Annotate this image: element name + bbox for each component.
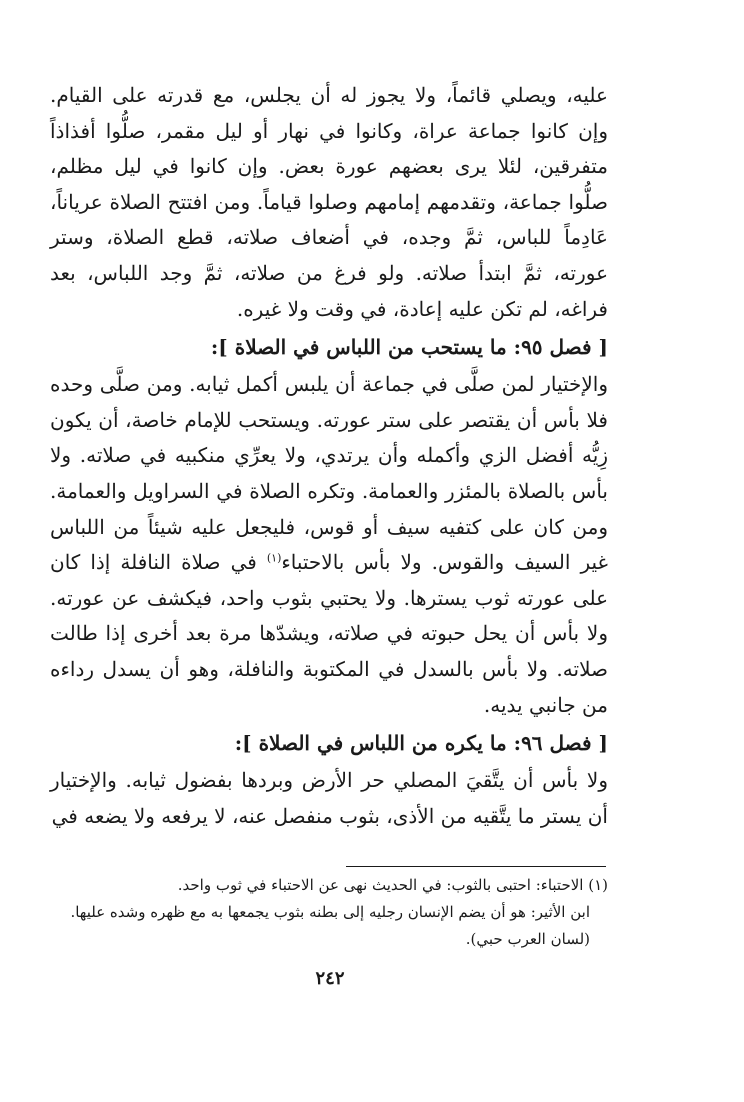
paragraph-section-95 [50,367,608,723]
footnote-1-line-1: (١) الاحتباء: احتبى بالثوب: في الحديث نهى عن الاحتباء في ثوب واحد. [177,876,608,894]
footnote-divider [346,866,606,867]
footnote-reference[interactable]: (١) [266,551,282,565]
paragraph-section-96: ولا بأس أن يتَّقيَ المصلي حر الأرض وبردها بفضول ثيابه. والإختيار أن يستر ما يتَّقيه من الأذى، بثوب منفصل عنه، لا يرفعه ولا يضعه في [50,768,608,828]
paragraph-section-95-part2: في صلاة النافلة إذا كان على عورته ثوب يسترها. ولا يحتبي بثوب واحد، فيكشف عن عورته. ولا بأس أن يحل حبوته في صلاته، ويشدّها مرة بعد أخرى إذا طالت صلاته. ولا بأس بالسدل في المكتوبة والنافلة، وهو أن يسدل رداءه من جانبي يديه. [50,550,608,717]
paragraph-section-95-part1: والإختيار لمن صلَّى في جماعة أن يلبس أكمل ثيابه. ومن صلَّى وحده فلا بأس أن يقتصر على ستر عورته. ويستحب للإمام خاصة، أن يكون زِيُّه أفضل الزي وأكمله وأن يرتدي، ولا يعرِّي منكبيه في صلاته. ولا بأس بالصلاة بالمئزر والعمامة. وتكره الصلاة في السراويل والعمامة. ومن كان على كتفيه سيف أو قوس، فليجعل عليه شيئاً من اللباس غير السيف والقوس. ولا بأس بالاحتباء [50,372,608,575]
paragraph-intro: عليه، ويصلي قائماً، ولا يجوز له أن يجلس، مع قدرته على القيام. وإن كانوا جماعة عراة، وكانوا في نهار أو ليل مقمر، صلُّوا أفذاذاً متفرقين، لئلا يرى بعضهم عورة بعض. وإن كانوا في ليل مظلم، صلُّوا جماعة، وتقدمهم إمامهم وصلوا قياماً. ومن افتتح الصلاة عرياناً، عَادِماً للباس، ثمَّ وجده، في أضعاف صلاته، قطع الصلاة، وستر عورته، ثمَّ ابتدأ صلاته. ولو فرغ من صلاته، ثمَّ وجد اللباس، بعد فراغه، لم تكن عليه إعادة، في وقت ولا غيره. [50,83,608,321]
page-number: ٢٤٢ [315,968,345,989]
section-heading-96: [ فصل ٩٦: ما يكره من اللباس في الصلاة ]: [234,731,608,756]
footnote-1-line-2: ابن الأثير: هو أن يضم الإنسان رجليه إلى بطنه بثوب يجمعها به مع ظهره وشده عليها. (لسان العرب حبي). [70,903,590,948]
footnotes [50,872,608,953]
section-heading-95: [ فصل ٩٥: ما يستحب من اللباس في الصلاة ]: [210,335,608,360]
main-text [50,78,608,834]
